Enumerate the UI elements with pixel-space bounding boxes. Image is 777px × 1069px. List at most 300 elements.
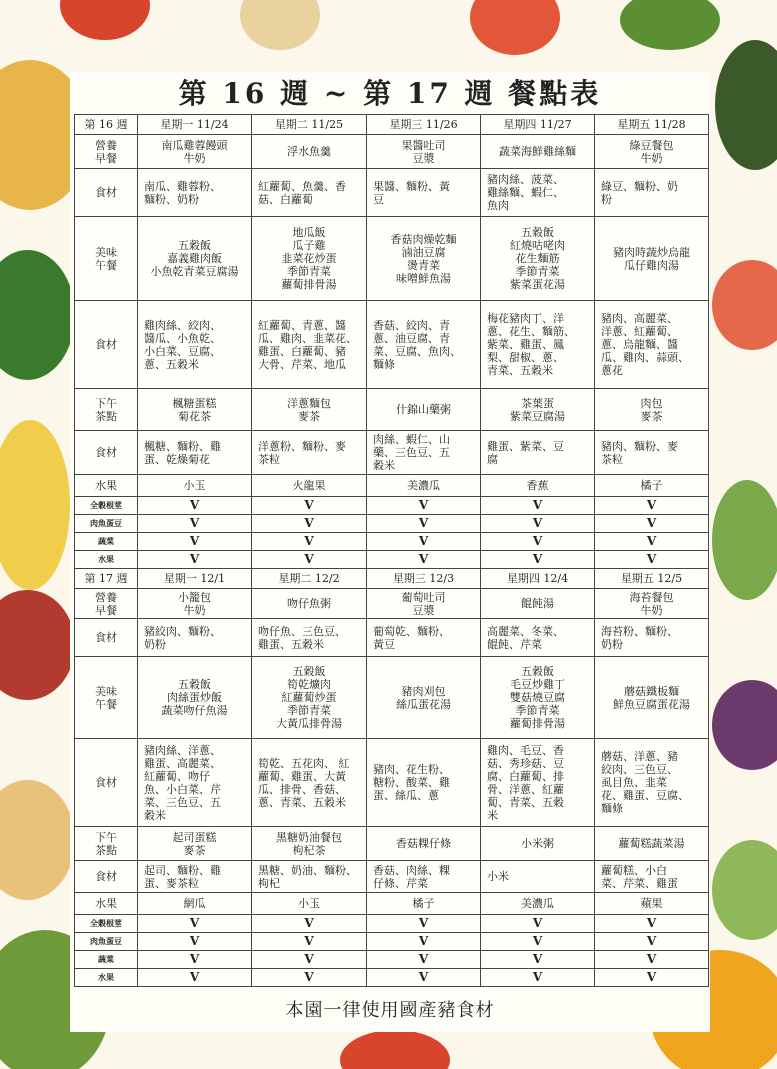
row-label	[75, 893, 138, 915]
meal-cell	[252, 589, 367, 619]
meal-cell-line: 橘子	[640, 479, 663, 492]
ingredients-cell-line: 藥、三色豆、五	[373, 446, 450, 459]
ingredients-cell-line: 洋蔥、紅蘿蔔、	[601, 325, 678, 338]
tomato-decoration	[470, 0, 560, 55]
ingredients-cell-line: 雞肉絲、絞肉、	[144, 318, 221, 332]
meal-cell	[138, 389, 252, 431]
meal-cell-line: 小玉	[183, 479, 206, 492]
menu-table	[74, 114, 709, 987]
check-mark: V	[595, 951, 709, 969]
ingredients-cell-line: 瓜、雞肉、蒜頭、	[601, 351, 689, 364]
check-mark: V	[252, 551, 367, 569]
eggplant-decoration	[715, 40, 777, 170]
meal-cell	[595, 475, 709, 497]
meal-cell	[481, 389, 595, 431]
menu-row	[75, 861, 709, 893]
meal-cell-line: 韭菜花炒蛋	[281, 252, 337, 265]
ingredients-cell-line: 茶粒	[601, 452, 623, 466]
meal-cell	[367, 657, 481, 739]
meal-cell-line: 小玉	[298, 897, 320, 910]
ingredients-cell-line: 菜、芹菜、雞蛋	[601, 876, 678, 890]
row-label	[75, 169, 138, 217]
meal-cell	[367, 827, 481, 861]
ingredients-cell-line: 起司、麵粉、雞	[144, 863, 221, 877]
meal-cell-line: 茶葉蛋	[521, 396, 554, 410]
meal-cell-line: 牛奶	[183, 603, 206, 617]
meal-cell-line: 蘋果	[640, 897, 663, 910]
check-mark: V	[138, 515, 252, 533]
ingredients-cell-line: 青菜、五穀米	[487, 364, 553, 377]
check-mark: V	[481, 933, 595, 951]
row-label-line: 午餐	[95, 697, 117, 711]
meal-cell	[595, 589, 709, 619]
row-label-line: 食材	[95, 870, 117, 883]
lettuce-decoration	[712, 840, 777, 940]
week-label: 第 16 週	[75, 115, 138, 135]
meal-cell-line: 什錦山藥粥	[396, 403, 451, 416]
ingredients-cell-line: 洋蔥粉、麵粉、麥	[258, 439, 346, 453]
meal-cell-line: 綠豆餐包	[629, 138, 674, 152]
row-label-line: 營養	[95, 590, 117, 604]
ingredients-cell-line: 蔥、花生、麵筋、	[487, 325, 575, 338]
ingredients-cell-line: 蔔、青菜、五穀	[487, 795, 564, 809]
meal-cell	[367, 389, 481, 431]
ingredients-cell-line: 麵粉、奶粉	[144, 192, 199, 206]
meal-cell-line: 餛飩湯	[521, 597, 554, 610]
ingredients-cell-line: 梨、甜椒、蔥、	[487, 351, 564, 364]
day-header: 星期四 11/27	[481, 115, 595, 135]
ingredients-cell-line: 綠豆、麵粉、奶	[601, 179, 678, 193]
ingredients-cell-line: 奶粉	[601, 637, 623, 651]
ingredients-cell	[595, 739, 709, 827]
food-group-row	[75, 951, 709, 969]
meal-cell	[481, 893, 595, 915]
ingredients-cell	[367, 169, 481, 217]
row-label	[75, 739, 138, 827]
meal-cell	[138, 893, 252, 915]
food-group-row	[75, 515, 709, 533]
meal-cell-line: 麥茶	[298, 409, 320, 423]
menu-row	[75, 619, 709, 657]
meal-cell	[367, 475, 481, 497]
meal-cell-line: 牛奶	[640, 603, 663, 617]
row-label-line: 茶點	[95, 843, 117, 857]
check-mark: V	[138, 551, 252, 569]
ingredients-cell-line: 蔥、五穀米	[144, 357, 199, 371]
meal-cell-line: 香菇肉燥乾麵	[390, 232, 457, 246]
ingredients-cell	[367, 301, 481, 389]
ingredients-cell-line: 小白菜、豆腐、	[144, 344, 221, 358]
day-header: 星期一 12/1	[138, 569, 252, 589]
ingredients-cell-line: 蛋、麥茶粒	[144, 876, 199, 890]
ingredients-cell-line: 枸杞	[258, 876, 280, 890]
ingredients-cell	[252, 431, 367, 475]
menu-row	[75, 739, 709, 827]
row-label	[75, 431, 138, 475]
ingredients-cell-line: 紅蘿蔔、吻仔	[144, 769, 210, 783]
ingredients-cell-line: 穀米	[144, 808, 166, 822]
ingredients-cell	[367, 861, 481, 893]
ingredients-cell-line: 豬肉、高麗菜、	[601, 312, 678, 325]
tomato-decoration	[340, 1030, 450, 1069]
menu-row	[75, 431, 709, 475]
meal-cell-line: 葡萄吐司	[401, 590, 446, 604]
meal-cell-line: 蘿蔔糕蔬菜湯	[618, 837, 685, 850]
meal-cell-line: 浮水魚羹	[287, 145, 331, 158]
ingredients-cell-line: 黃豆	[373, 637, 395, 651]
meal-cell-line: 豬肉刈包	[401, 684, 446, 698]
food-group-row	[75, 933, 709, 951]
ingredients-cell-line: 豬肉、花生粉、	[373, 763, 450, 776]
check-mark: V	[481, 915, 595, 933]
row-label-line: 早餐	[95, 603, 117, 617]
meal-cell-line: 起司蛋糕	[172, 830, 217, 844]
ingredients-cell-line: 豬肉、麵粉、麥	[601, 439, 678, 453]
ingredients-cell	[138, 431, 252, 475]
check-mark: V	[138, 533, 252, 551]
check-mark: V	[481, 551, 595, 569]
meal-cell-line: 網瓜	[183, 897, 206, 910]
meal-cell	[252, 893, 367, 915]
ingredients-cell-line: 雞蛋、白蘿蔔、豬	[258, 344, 346, 358]
ingredients-cell-line: 麵條	[373, 357, 395, 371]
meal-cell-line: 地瓜飯	[292, 226, 326, 239]
ingredients-cell	[481, 301, 595, 389]
meal-cell	[252, 657, 367, 739]
ingredients-cell	[367, 431, 481, 475]
food-group-row	[75, 497, 709, 515]
check-mark: V	[252, 969, 367, 987]
meal-cell	[367, 893, 481, 915]
ingredients-cell	[367, 739, 481, 827]
ingredients-cell-line: 蔥、油豆腐、青	[373, 331, 450, 345]
check-mark: V	[595, 551, 709, 569]
menu-row	[75, 301, 709, 389]
menu-row	[75, 657, 709, 739]
ingredients-cell-line: 糖粉、酸菜、雞	[373, 776, 450, 789]
check-mark: V	[367, 515, 481, 533]
ingredients-cell	[138, 739, 252, 827]
ingredients-cell	[481, 169, 595, 217]
meal-cell-line: 五穀飯	[521, 665, 554, 678]
ingredients-cell-line: 魚、小白菜、芹	[144, 782, 221, 796]
ingredients-cell-line: 粉	[601, 192, 612, 206]
check-mark: V	[481, 533, 595, 551]
meal-cell-line: 菊花茶	[178, 409, 211, 423]
row-label-line: 午餐	[95, 258, 117, 272]
ingredients-cell-line: 雞蛋、紫菜、豆	[487, 439, 564, 453]
day-header: 星期一 11/24	[138, 115, 252, 135]
check-mark: V	[367, 951, 481, 969]
meal-cell	[367, 135, 481, 169]
check-mark: V	[367, 915, 481, 933]
meal-cell	[367, 589, 481, 619]
meal-cell	[595, 389, 709, 431]
meal-cell-line: 五穀飯	[178, 239, 211, 252]
meal-cell	[252, 389, 367, 431]
check-mark: V	[481, 515, 595, 533]
ingredients-cell-line: 豬肉絲、洋蔥、	[144, 743, 221, 757]
meal-cell	[138, 589, 252, 619]
meal-cell-line: 瓜仔雞肉湯	[624, 258, 679, 272]
week-label: 第 17 週	[75, 569, 138, 589]
row-label	[75, 861, 138, 893]
meal-cell-line: 火龍果	[292, 479, 326, 492]
meal-cell-line: 嘉義雞肉飯	[167, 252, 222, 265]
eggplant-decoration	[712, 680, 777, 770]
meal-cell-line: 楓糖蛋糕	[172, 396, 217, 410]
ingredients-cell-line: 小米	[487, 870, 509, 883]
check-mark: V	[595, 497, 709, 515]
check-mark: V	[481, 497, 595, 515]
meal-cell-line: 小魚乾青菜豆腐湯	[150, 265, 239, 278]
meal-cell	[481, 475, 595, 497]
meal-cell-line: 大黃瓜排骨湯	[276, 717, 342, 730]
row-label	[75, 301, 138, 389]
ingredients-cell-line: 大骨、芹菜、地瓜	[258, 357, 346, 371]
leaf-decoration	[712, 480, 777, 600]
meal-cell-line: 洋蔥麵包	[287, 396, 331, 410]
ingredients-cell-line: 餛飩、芹菜	[487, 637, 542, 651]
menu-row	[75, 169, 709, 217]
ingredients-cell-line: 蔥、烏龍麵、醬	[601, 338, 678, 351]
onion-decoration	[240, 0, 320, 50]
meal-cell-line: 小米粥	[521, 837, 554, 850]
ingredients-cell	[138, 301, 252, 389]
ingredients-cell-line: 蛋、乾燥菊花	[144, 452, 210, 466]
ingredients-cell	[367, 619, 481, 657]
meal-cell-line: 橘子	[412, 897, 435, 910]
row-label	[75, 217, 138, 301]
food-group-label: 全穀根莖	[75, 915, 138, 933]
ingredients-cell-line: 瓜、雞肉、韭菜花、	[258, 331, 357, 345]
corn-decoration	[0, 420, 70, 590]
ingredients-cell	[252, 619, 367, 657]
ingredients-cell	[595, 301, 709, 389]
meal-cell-line: 五穀飯	[292, 665, 326, 678]
ingredients-cell-line: 楓糖、麵粉、雞	[144, 439, 221, 453]
meal-cell	[595, 827, 709, 861]
row-label	[75, 135, 138, 169]
meal-cell	[138, 657, 252, 739]
ingredients-cell-line: 豬絞肉、麵粉、	[144, 624, 221, 638]
meal-cell	[481, 135, 595, 169]
week-header-row	[75, 115, 709, 135]
meal-cell-line: 麥茶	[640, 409, 663, 423]
row-label-line: 下午	[95, 830, 117, 844]
ingredients-cell-line: 蔥、青菜、五穀米	[258, 795, 346, 809]
row-label-line: 食材	[95, 186, 117, 199]
check-mark: V	[138, 497, 252, 515]
row-label-line: 營養	[95, 138, 117, 152]
meal-cell-line: 肉包	[640, 396, 663, 410]
squash-decoration	[0, 780, 75, 900]
food-group-label: 肉魚蛋豆	[75, 933, 138, 951]
ingredients-cell-line: 紅蘿蔔、青蔥、醬	[258, 318, 346, 332]
meal-cell-line: 美濃瓜	[521, 897, 554, 910]
ingredients-cell-line: 麵條	[601, 802, 623, 815]
menu-row	[75, 217, 709, 301]
check-mark: V	[367, 497, 481, 515]
ingredients-cell	[481, 739, 595, 827]
ingredients-cell-line: 肉絲、蝦仁、山	[373, 433, 450, 446]
check-mark: V	[252, 951, 367, 969]
ingredients-cell	[252, 301, 367, 389]
meal-cell-line: 小籠包	[178, 590, 211, 604]
check-mark: V	[481, 951, 595, 969]
ingredients-cell-line: 菜、三色豆、五	[144, 795, 221, 809]
check-mark: V	[367, 933, 481, 951]
meal-cell-line: 季節青菜	[287, 704, 331, 717]
menu-row	[75, 589, 709, 619]
ingredients-cell-line: 腐、白蘿蔔、排	[487, 769, 564, 783]
ingredients-cell-line: 菇、白蘿蔔	[258, 192, 313, 206]
check-mark: V	[252, 515, 367, 533]
meal-cell	[252, 475, 367, 497]
ingredients-cell-line: 雞蛋、高麗菜、	[144, 756, 221, 770]
ingredients-cell-line: 紫菜、雞蛋、鳳	[487, 338, 564, 351]
ingredients-cell-line: 蘿蔔、雞蛋、大黃	[258, 769, 346, 783]
food-group-row	[75, 551, 709, 569]
meal-cell-line: 蘿蔔排骨湯	[281, 278, 337, 291]
meal-cell-line: 蘑菇鐵板麵	[624, 684, 679, 698]
ingredients-cell-line: 蛋、絲瓜、蔥	[373, 789, 439, 802]
leaf-decoration	[620, 0, 720, 50]
ingredients-cell-line: 菜、豆腐、魚肉、	[373, 344, 461, 358]
row-label	[75, 589, 138, 619]
ingredients-cell-line: 香菇、絞肉、青	[373, 318, 450, 332]
meal-cell-line: 豬肉時蔬炒烏龍	[613, 245, 690, 259]
meal-cell-line: 紫菜蛋花湯	[510, 278, 565, 291]
ingredients-cell-line: 香菇、肉絲、粿	[373, 863, 450, 877]
check-mark: V	[595, 969, 709, 987]
meal-cell-line: 香菇粿仔條	[396, 837, 451, 850]
ingredients-cell	[252, 861, 367, 893]
row-label-line: 茶點	[95, 409, 117, 423]
ingredients-cell	[595, 619, 709, 657]
melon-decoration	[0, 590, 75, 700]
meal-cell-line: 季節青菜	[515, 265, 560, 278]
check-mark: V	[138, 969, 252, 987]
row-label	[75, 657, 138, 739]
footer-note: 本園一律使用國產豬食材	[285, 1000, 495, 1021]
meal-cell-line: 蔬菜海鮮雞絲麵	[499, 145, 576, 158]
row-label-line: 美味	[95, 684, 117, 698]
ingredients-cell-line: 魚肉	[487, 199, 509, 212]
meal-cell-line: 五穀飯	[521, 226, 554, 239]
meal-cell-line: 燙青菜	[407, 258, 440, 272]
ingredients-cell-line: 雞蛋、五穀米	[258, 637, 324, 651]
week-header-row	[75, 569, 709, 589]
menu-row	[75, 475, 709, 497]
meal-cell-line: 牛奶	[640, 151, 663, 165]
ingredients-cell-line: 紅蘿蔔、魚羹、香	[258, 179, 346, 193]
ingredients-cell-line: 筍乾、五花肉、 紅	[258, 756, 350, 770]
ingredients-cell	[138, 169, 252, 217]
meal-cell-line: 紅蘿蔔炒蛋	[281, 691, 337, 704]
ingredients-cell-line: 梅花豬肉丁、洋	[487, 312, 564, 325]
ingredients-cell-line: 海苔粉、麵粉、	[601, 624, 678, 638]
menu-table-body	[75, 115, 709, 987]
food-group-label: 水果	[75, 969, 138, 987]
meal-cell	[481, 217, 595, 301]
meal-cell	[481, 589, 595, 619]
check-mark: V	[367, 551, 481, 569]
food-group-label: 水果	[75, 551, 138, 569]
ingredients-cell	[481, 861, 595, 893]
food-group-label: 蔬菜	[75, 533, 138, 551]
meal-cell-line: 吻仔魚粥	[287, 597, 331, 610]
ingredients-cell-line: 雞絲麵、蝦仁、	[487, 186, 564, 199]
meal-cell	[367, 217, 481, 301]
row-label-line: 早餐	[95, 151, 117, 165]
meal-cell-line: 黑糖奶油餐包	[276, 830, 342, 844]
check-mark: V	[252, 933, 367, 951]
check-mark: V	[595, 915, 709, 933]
ingredients-cell	[595, 861, 709, 893]
meal-cell	[481, 657, 595, 739]
meal-cell-line: 紫菜豆腐湯	[510, 409, 565, 423]
meal-cell	[252, 217, 367, 301]
meal-cell-line: 果醬吐司	[401, 138, 446, 152]
meal-cell-line: 海苔餐包	[629, 590, 674, 604]
food-group-row	[75, 969, 709, 987]
meal-cell-line: 鮮魚豆腐蛋花湯	[613, 697, 690, 711]
day-header: 星期二 11/25	[252, 115, 367, 135]
ingredients-cell-line: 高麗菜、冬菜、	[487, 624, 564, 638]
day-header: 星期四 12/4	[481, 569, 595, 589]
meal-cell-line: 筍乾爌肉	[287, 678, 331, 691]
row-label-line: 水果	[95, 479, 117, 492]
meal-cell-line: 香蕉	[526, 479, 549, 492]
meal-cell	[138, 135, 252, 169]
ingredients-cell	[481, 619, 595, 657]
meal-cell	[595, 893, 709, 915]
ingredients-cell-line: 茶粒	[258, 452, 280, 466]
ingredients-cell	[252, 739, 367, 827]
page-title: 第 16 週 ~ 第 17 週 餐點表	[178, 77, 602, 110]
ingredients-cell-line: 蔥花	[601, 364, 623, 377]
tomato-decoration	[60, 0, 150, 40]
food-group-row	[75, 533, 709, 551]
ingredients-cell	[138, 861, 252, 893]
check-mark: V	[252, 915, 367, 933]
check-mark: V	[138, 915, 252, 933]
menu-row	[75, 827, 709, 861]
meal-cell-line: 季節青菜	[287, 265, 331, 278]
ingredients-cell-line: 吻仔魚、三色豆、	[258, 624, 346, 638]
meal-cell-line: 紅燒咕咾肉	[510, 239, 565, 252]
meal-cell-line: 豆漿	[412, 603, 435, 617]
check-mark: V	[252, 533, 367, 551]
ingredients-cell-line: 豬肉絲、菠菜、	[487, 173, 564, 186]
ingredients-cell-line: 腐	[487, 452, 498, 466]
row-label-line: 食材	[95, 446, 117, 459]
meal-cell-line: 豆漿	[412, 151, 435, 165]
meal-cell-line: 蘿蔔排骨湯	[510, 717, 565, 730]
ingredients-cell	[481, 431, 595, 475]
meal-cell-line: 味噌鮮魚湯	[396, 271, 451, 285]
ingredients-cell-line: 醬瓜、小魚乾、	[144, 331, 221, 345]
meal-cell	[252, 827, 367, 861]
meal-cell	[138, 827, 252, 861]
meal-cell-line: 滷油豆腐	[401, 245, 446, 259]
ingredients-cell-line: 奶粉	[144, 637, 166, 651]
ingredients-cell-line: 絞肉、三色豆、	[601, 763, 678, 776]
meal-cell	[138, 217, 252, 301]
menu-row	[75, 389, 709, 431]
row-label-line: 食材	[95, 338, 117, 351]
